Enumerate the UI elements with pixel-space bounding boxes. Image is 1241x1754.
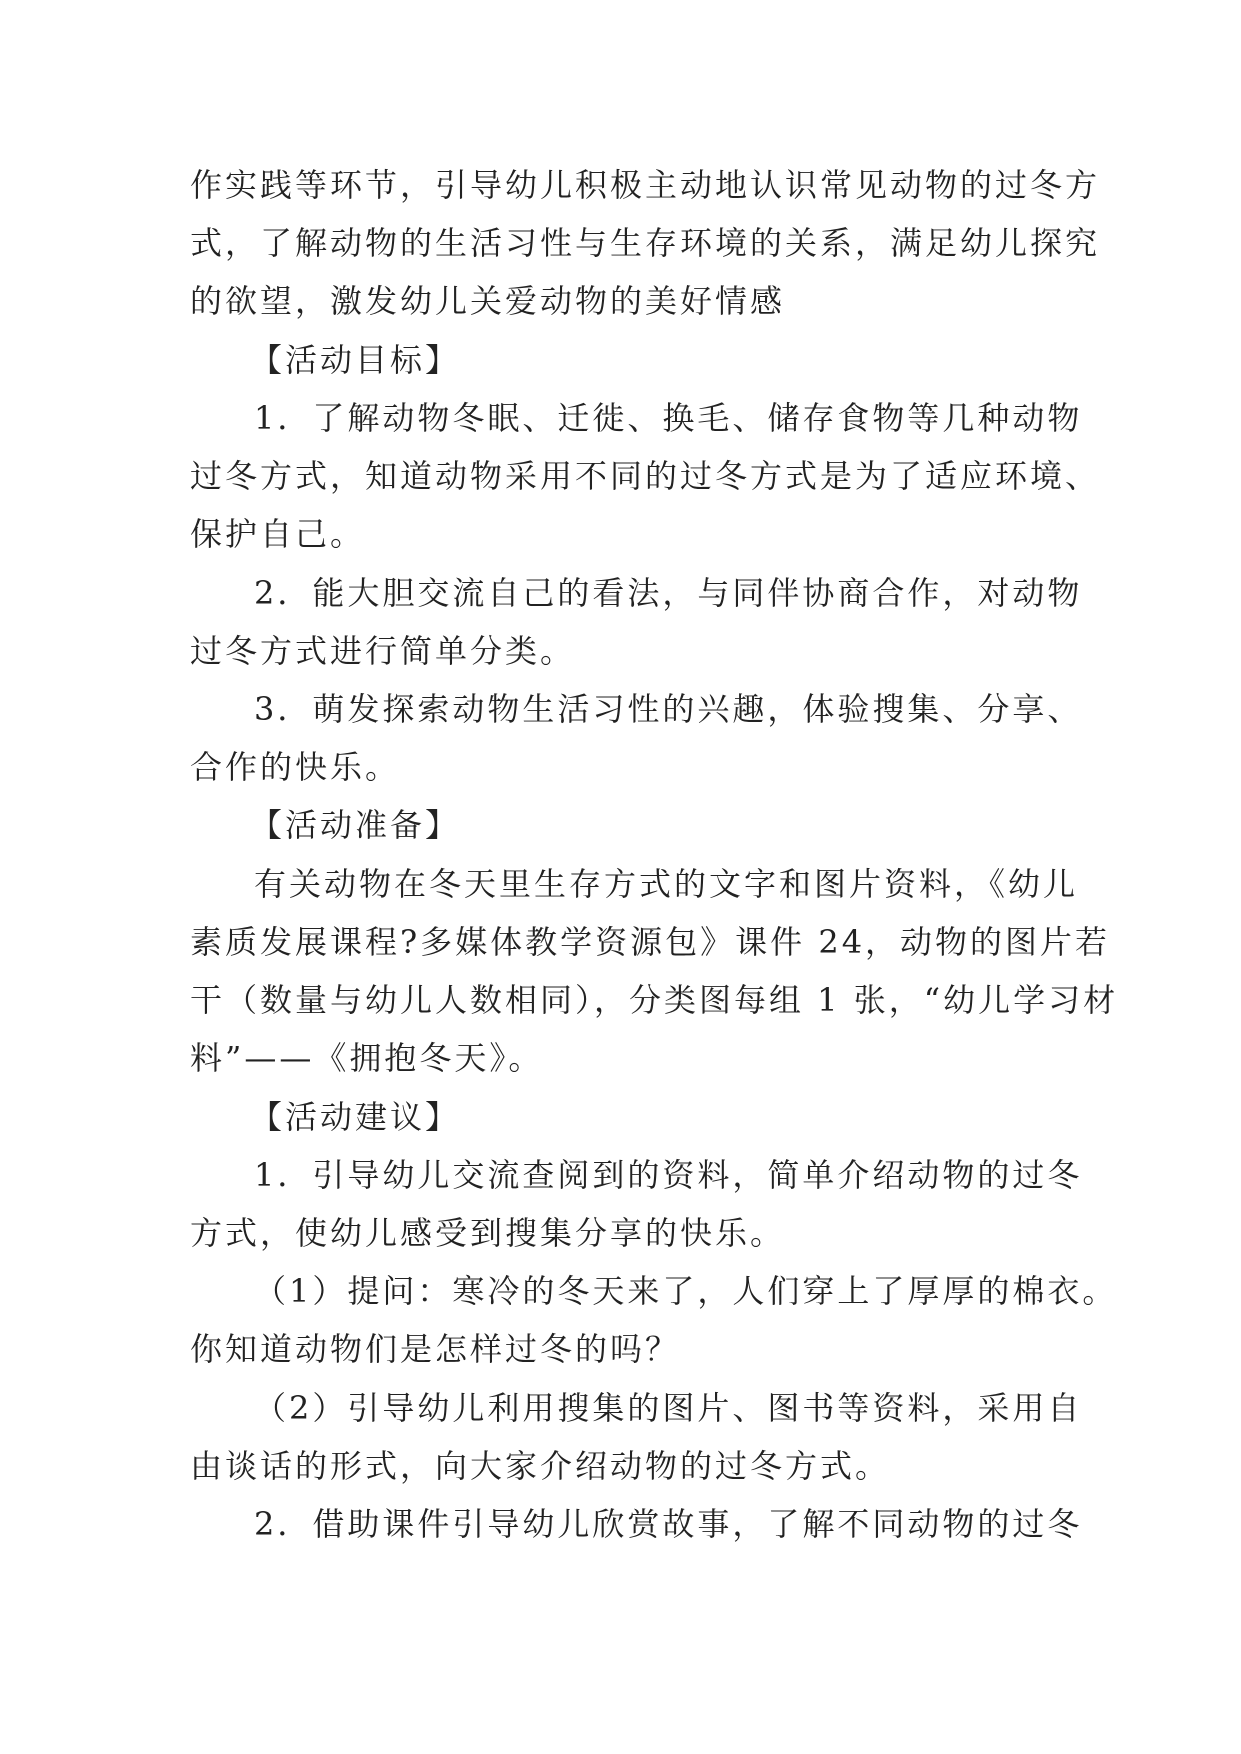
body-text-line: 素质发展课程?多媒体教学资源包》课件 24，动物的图片若 (190, 923, 1111, 961)
list-item-text: 方式，使幼儿感受到搜集分享的快乐。 (190, 1214, 786, 1252)
list-item-text: 2．能大胆交流自己的看法，与同伴协商合作，对动物 (254, 574, 1083, 612)
sub-item-text: （1）提问：寒冷的冬天来了，人们穿上了厚厚的棉衣。 (254, 1272, 1118, 1310)
list-item-text: 2．借助课件引导幼儿欣赏故事，了解不同动物的过冬 (254, 1505, 1083, 1543)
sub-item-text: 由谈话的形式，向大家介绍动物的过冬方式。 (190, 1447, 891, 1485)
list-item-text: 1．了解动物冬眠、迁徙、换毛、储存食物等几种动物 (254, 399, 1083, 437)
list-item-text: 过冬方式，知道动物采用不同的过冬方式是为了适应环境、 (190, 457, 1101, 495)
body-text-line: 式，了解动物的生活习性与生存环境的关系，满足幼儿探究 (190, 224, 1101, 262)
body-text-line: 的欲望，激发幼儿关爱动物的美好情感 (190, 282, 786, 320)
list-item-text: 1．引导幼儿交流查阅到的资料，简单介绍动物的过冬 (254, 1156, 1083, 1194)
section-heading: 【活动准备】 (250, 806, 461, 844)
list-item-text: 过冬方式进行简单分类。 (190, 632, 576, 670)
section-heading: 【活动建议】 (250, 1098, 461, 1136)
section-heading: 【活动目标】 (250, 341, 461, 379)
body-text-line: 干（数量与幼儿人数相同），分类图每组 1 张，“幼儿学习材 (190, 981, 1119, 1019)
list-item-text: 3．萌发探索动物生活习性的兴趣，体验搜集、分享、 (254, 690, 1083, 728)
body-text-line: 有关动物在冬天里生存方式的文字和图片资料，《幼儿 (254, 865, 1079, 903)
body-text-line: 料”——《拥抱冬天》。 (190, 1039, 544, 1077)
sub-item-text: 你知道动物们是怎样过冬的吗？ (190, 1330, 681, 1368)
body-text-line: 作实践等环节，引导幼儿积极主动地认识常见动物的过冬方 (190, 166, 1101, 204)
list-item-text: 合作的快乐。 (190, 748, 401, 786)
sub-item-text: （2）引导幼儿利用搜集的图片、图书等资料，采用自 (254, 1389, 1083, 1427)
list-item-text: 保护自己。 (190, 515, 366, 553)
